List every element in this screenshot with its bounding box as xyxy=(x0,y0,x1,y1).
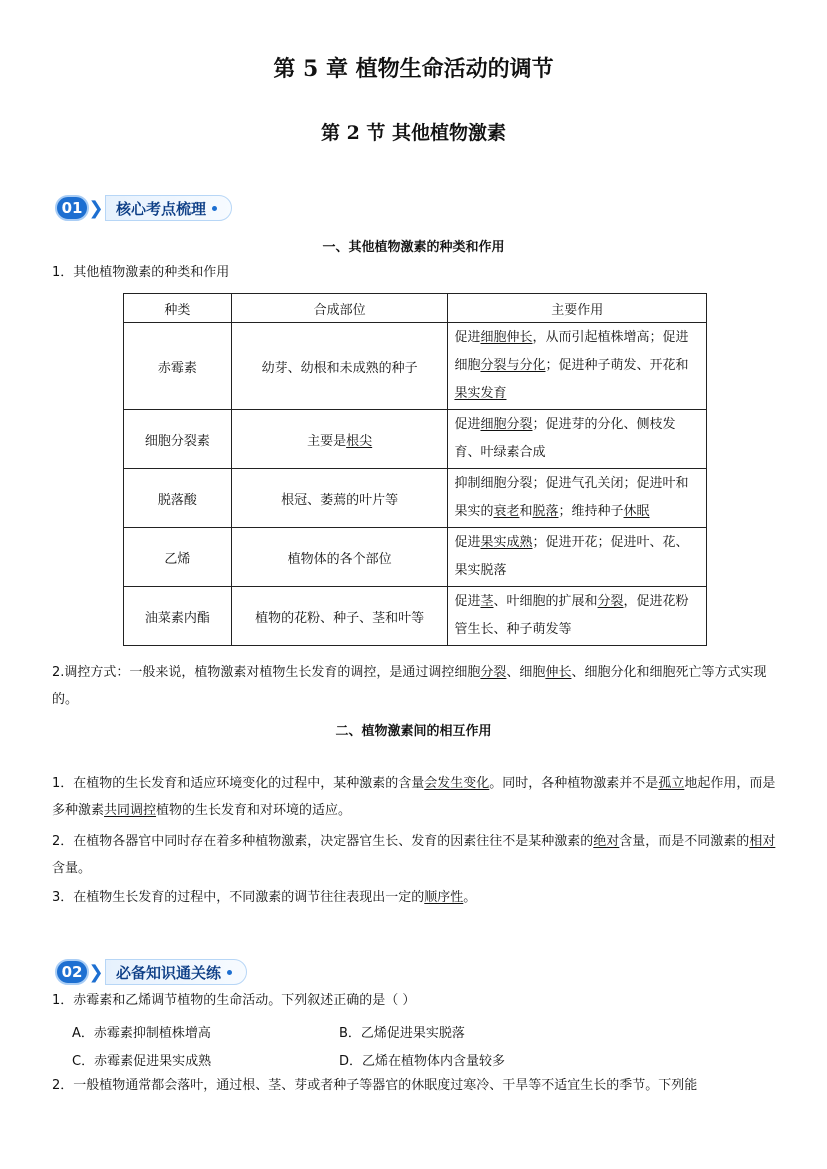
chevron-right-icon: ❯ xyxy=(88,961,104,983)
underlined-term: 绝对 xyxy=(593,834,620,849)
main-effect xyxy=(448,587,707,646)
text-run: ；维持种子 xyxy=(558,504,624,519)
badge-label: 核心考点梳理 xyxy=(105,195,232,221)
hormone-table xyxy=(123,293,707,646)
text-run: ；促进种子萌发、开花和 xyxy=(545,358,689,373)
hormone-kind: 脱落酸 xyxy=(124,469,232,528)
badge-label: 必备知识通关练 xyxy=(105,959,247,985)
text-run: 、叶细胞的扩展和 xyxy=(493,594,598,609)
synthesis-site: 幼芽、幼根和未成熟的种子 xyxy=(231,323,448,410)
question-1-option-a[interactable]: A．赤霉素抑制植株增高 xyxy=(72,1026,211,1041)
underlined-term: 会发生变化 xyxy=(424,776,490,791)
text-run: 1．在植物的生长发育和适应环境变化的过程中，某种激素的含量 xyxy=(52,776,425,791)
dot-icon xyxy=(212,206,217,211)
text-run: 含量。 xyxy=(52,861,92,876)
underlined-term: 细胞伸长 xyxy=(480,330,533,345)
hormone-kind: 细胞分裂素 xyxy=(124,410,232,469)
underlined-term: 衰老 xyxy=(493,504,520,519)
text-run: ；促进芽的分化、侧枝发育、叶绿素合成 xyxy=(454,417,676,460)
underlined-term: 茎 xyxy=(480,594,494,609)
text-run: 3．在植物生长发育的过程中，不同激素的调节往往表现出一定的 xyxy=(52,890,425,905)
hormone-kind: 油菜素内酯 xyxy=(124,587,232,646)
text-run: 2．在植物各器官中同时存在着多种植物激素，决定器官生长、发育的因素往往不是某种激素的 xyxy=(52,834,594,849)
synthesis-site: 植物体的各个部位 xyxy=(231,528,448,587)
synthesis-site: 植物的花粉、种子、茎和叶等 xyxy=(231,587,448,646)
part2-heading: 二、植物激素间的相互作用 xyxy=(335,724,492,739)
text-run: 抑制细胞分裂；促进气孔关闭；促进叶和果实的 xyxy=(454,476,689,519)
text-run: 和 xyxy=(519,504,533,519)
text-run: 。 xyxy=(463,890,477,905)
question-2-stem: 2．一般植物通常都会落叶，通过根、茎、芽或者种子等器官的休眠度过寒冷、干旱等不适宜生长的季节。下列能 xyxy=(52,1078,698,1093)
table-row xyxy=(124,469,707,528)
text-run: ，从而引起植株增高；促进细胞 xyxy=(454,330,689,373)
table-header: 种类 xyxy=(124,294,232,323)
hormone-kind: 乙烯 xyxy=(124,528,232,587)
section-title: 第 2 节 其他植物激素 xyxy=(320,122,507,144)
text-run: ，促进花粉管生长、种子萌发等 xyxy=(454,594,689,637)
underlined-term: 相对 xyxy=(749,834,776,849)
table-header: 主要作用 xyxy=(448,294,707,323)
section-badge-core xyxy=(55,193,232,223)
table-row xyxy=(124,587,707,646)
underlined-term: 果实成熟 xyxy=(480,535,533,550)
interaction-paragraph-2 xyxy=(52,828,777,882)
part1-heading: 一、其他植物激素的种类和作用 xyxy=(322,240,505,255)
table-header-row xyxy=(124,294,707,323)
text-run: 促进 xyxy=(454,535,481,550)
dot-icon xyxy=(227,970,232,975)
chevron-right-icon: ❯ xyxy=(88,197,104,219)
interaction-paragraph-3 xyxy=(52,884,777,911)
text-run: ；促进开花；促进叶、花、果实脱落 xyxy=(454,535,689,578)
question-1-option-d[interactable]: D．乙烯在植物体内含量较多 xyxy=(339,1054,506,1069)
question-1-option-c[interactable]: C．赤霉素促进果实成熟 xyxy=(72,1054,212,1069)
question-1-stem: 1．赤霉素和乙烯调节植物的生命活动。下列叙述正确的是（ ） xyxy=(52,993,416,1008)
underlined-term: 果实发育 xyxy=(454,386,507,401)
question-1-option-b[interactable]: B．乙烯促进果实脱落 xyxy=(339,1026,465,1041)
text-run: 促进 xyxy=(454,330,481,345)
synthesis-site: 主要是根尖 xyxy=(231,410,448,469)
underlined-term: 脱落 xyxy=(532,504,559,519)
table-row xyxy=(124,323,707,410)
text-run: 、细胞 xyxy=(506,665,546,680)
main-effect xyxy=(448,323,707,410)
text-run: 。同时，各种植物激素并不是 xyxy=(489,776,659,791)
text-run: 含量，而是不同激素的 xyxy=(619,834,750,849)
underlined-term: 顺序性 xyxy=(424,890,464,905)
section-badge-practice xyxy=(55,957,247,987)
text-run: 促进 xyxy=(454,594,481,609)
main-effect xyxy=(448,528,707,587)
underlined-term: 共同调控 xyxy=(104,803,157,818)
table-row xyxy=(124,528,707,587)
item1-label: 1．其他植物激素的种类和作用 xyxy=(52,265,230,280)
chapter-title: 第 5 章 植物生命活动的调节 xyxy=(273,56,554,82)
text-run: 、细胞分化和细胞死亡等方式实现的。 xyxy=(52,665,767,707)
synthesis-site: 根冠、萎蔫的叶片等 xyxy=(231,469,448,528)
table-header: 合成部位 xyxy=(231,294,448,323)
text-run: 2.调控方式：一般来说，植物激素对植物生长发育的调控，是通过调控细胞 xyxy=(52,665,481,680)
underlined-term: 分裂 xyxy=(480,665,507,680)
item2-paragraph xyxy=(52,659,777,713)
main-effect xyxy=(448,469,707,528)
underlined-term: 休眠 xyxy=(623,504,650,519)
underlined-term: 分裂与分化 xyxy=(480,358,546,373)
badge-number: 01 xyxy=(55,195,89,221)
underlined-term: 分裂 xyxy=(597,594,624,609)
text-run: 地起作用，而是多种激素 xyxy=(52,776,776,818)
table-row xyxy=(124,410,707,469)
badge-number: 02 xyxy=(55,959,89,985)
text-run: 促进 xyxy=(454,417,481,432)
underlined-term: 细胞分裂 xyxy=(480,417,533,432)
interaction-paragraph-1 xyxy=(52,770,777,824)
text-run: 植物的生长发育和对环境的适应。 xyxy=(156,803,352,818)
underlined-term: 伸长 xyxy=(545,665,572,680)
hormone-kind: 赤霉素 xyxy=(124,323,232,410)
main-effect xyxy=(448,410,707,469)
underlined-term: 孤立 xyxy=(658,776,685,791)
